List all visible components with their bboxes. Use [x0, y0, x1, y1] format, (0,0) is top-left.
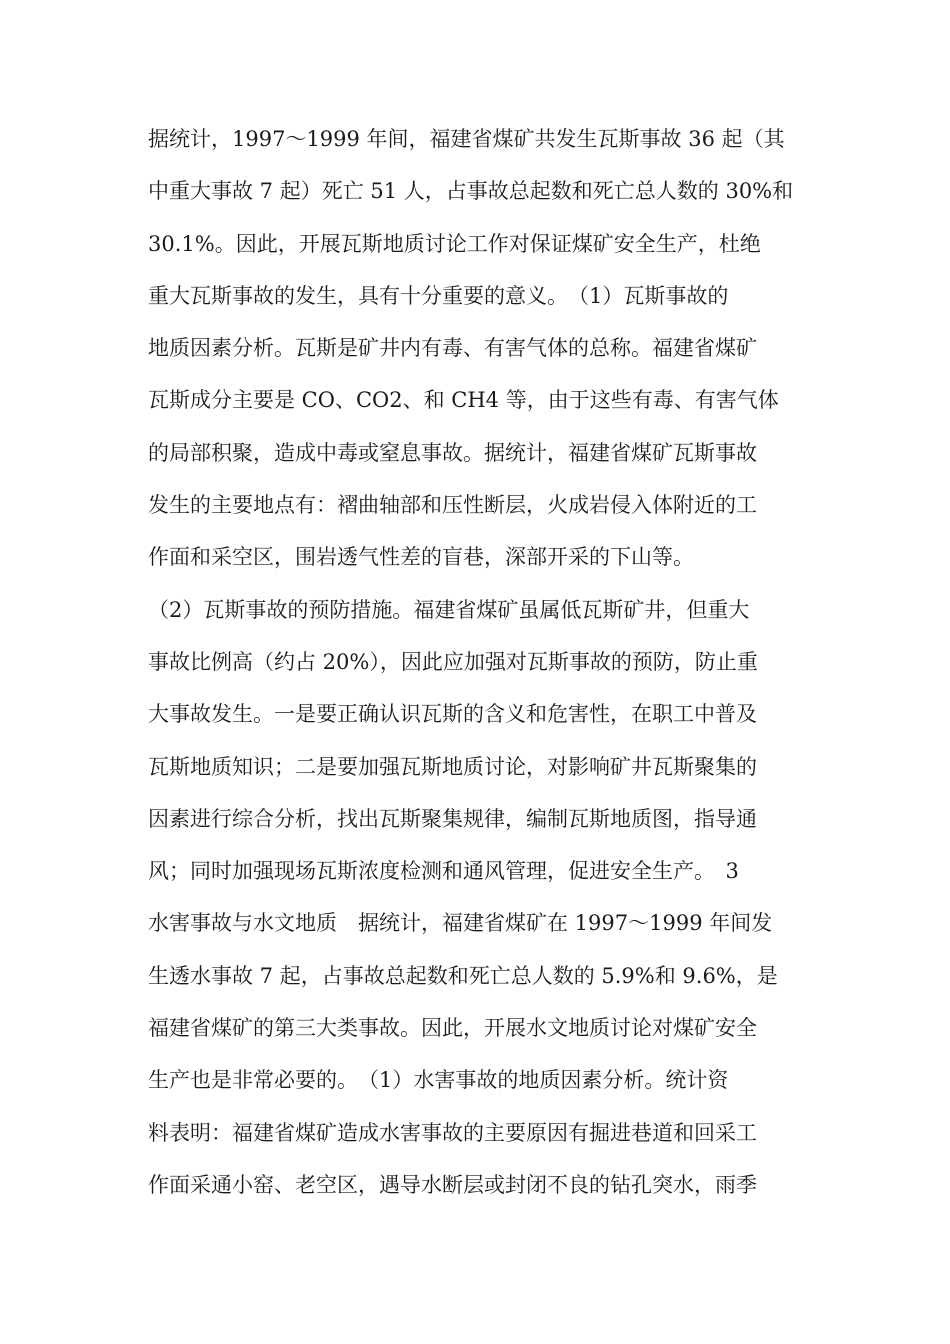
- text-line: 福建省煤矿的第三大类事故。因此，开展水文地质讨论对煤矿安全: [148, 1016, 757, 1041]
- text-line: 作面采通小窑、老空区，遇导水断层或封闭不良的钻孔突水，雨季: [148, 1172, 757, 1197]
- text-line: 作面和采空区，围岩透气性差的盲巷，深部开采的下山等。: [148, 545, 694, 570]
- text-line: 发生的主要地点有：褶曲轴部和压性断层，火成岩侵入体附近的工: [148, 493, 757, 518]
- text-line: 大事故发生。一是要正确认识瓦斯的含义和危害性，在职工中普及: [148, 702, 757, 727]
- text-line: 瓦斯地质知识；二是要加强瓦斯地质讨论，对影响矿井瓦斯聚集的: [148, 754, 757, 779]
- text-line: 生产也是非常必要的。 （1）水害事故的地质因素分析。统计资: [148, 1068, 729, 1093]
- text-line: （2）瓦斯事故的预防措施。福建省煤矿虽属低瓦斯矿井，但重大: [148, 597, 750, 622]
- body-text: [148, 113, 808, 1211]
- text-line: 因素进行综合分析，找出瓦斯聚集规律，编制瓦斯地质图，指导通: [148, 806, 757, 831]
- text-line: 瓦斯成分主要是 CO、CO2、和 CH4 等，由于这些有毒、有害气体: [148, 388, 779, 413]
- text-line: 生透水事故 7 起，占事故总起数和死亡总人数的 5.9%和 9.6%，是: [148, 963, 778, 988]
- text-line: 30.1%。因此，开展瓦斯地质讨论工作对保证煤矿安全生产，杜绝: [148, 231, 761, 256]
- text-line: 料表明：福建省煤矿造成水害事故的主要原因有掘进巷道和回采工: [148, 1120, 757, 1145]
- text-line: 事故比例高（约占 20%），因此应加强对瓦斯事故的预防，防止重: [148, 649, 758, 674]
- text-line: 风；同时加强现场瓦斯浓度检测和通风管理，促进安全生产。 3: [148, 859, 739, 884]
- text-line: 据统计，1997～1999 年间，福建省煤矿共发生瓦斯事故 36 起（其: [148, 127, 785, 151]
- text-line: 地质因素分析。瓦斯是矿井内有毒、有害气体的总称。福建省煤矿: [148, 336, 757, 361]
- text-line: 中重大事故 7 起）死亡 51 人，占事故总起数和死亡总人数的 30%和: [148, 179, 794, 204]
- text-line: 水害事故与水文地质 据统计，福建省煤矿在 1997～1999 年间发: [148, 911, 773, 936]
- text-line: 的局部积聚，造成中毒或窒息事故。据统计，福建省煤矿瓦斯事故: [148, 440, 757, 465]
- text-line: 重大瓦斯事故的发生，具有十分重要的意义。 （1）瓦斯事故的: [148, 283, 729, 308]
